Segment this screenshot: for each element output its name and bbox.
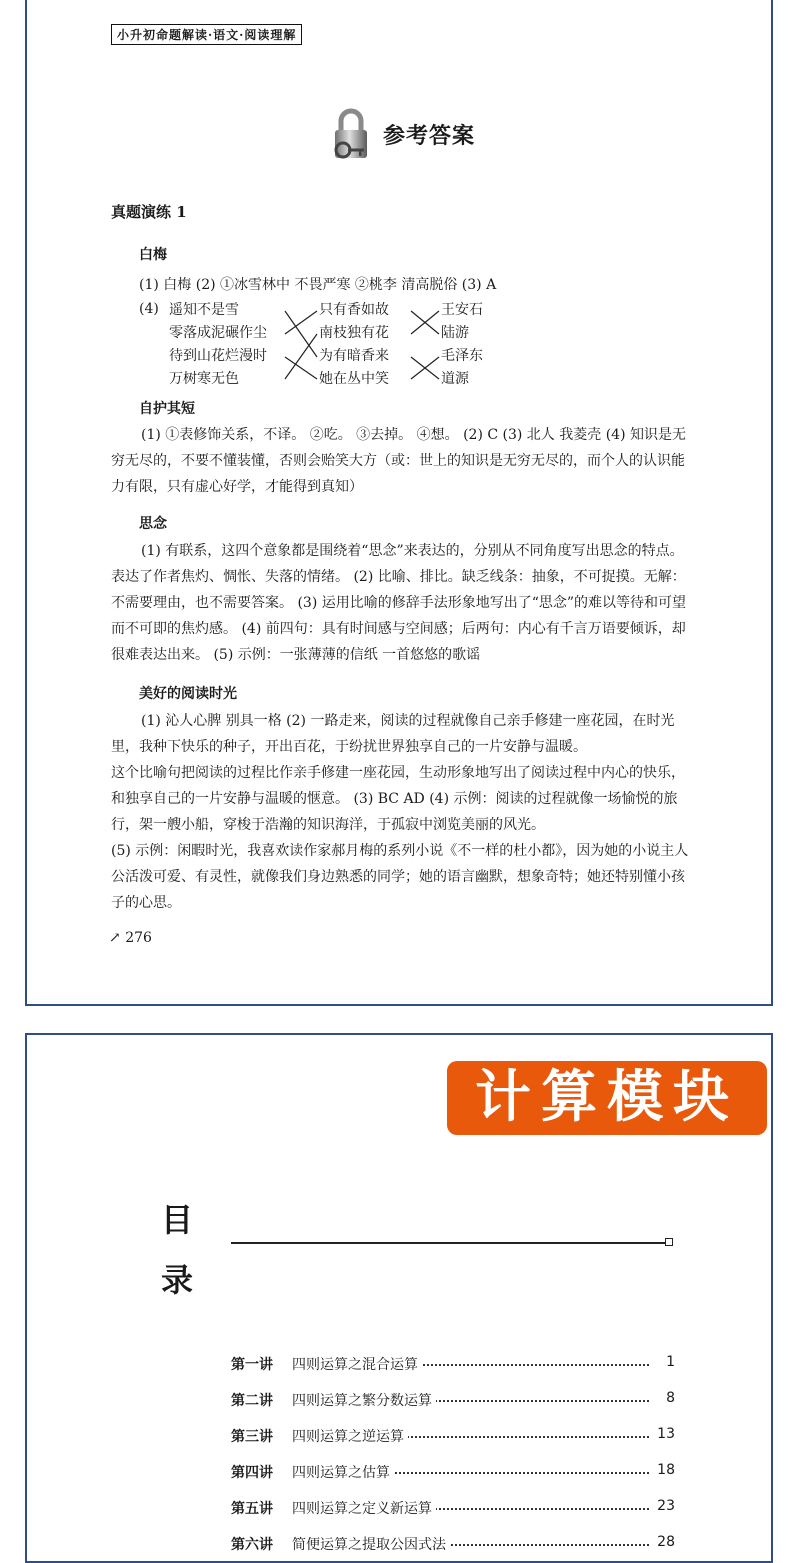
toc-entry-number: 第三讲 bbox=[231, 1426, 279, 1446]
toc-entry-page: 8 bbox=[662, 1390, 675, 1406]
toc-entry-title: 四则运算之混合运算 bbox=[292, 1354, 422, 1374]
page-number-text: 276 bbox=[125, 930, 152, 946]
toc-entry-number: 第一讲 bbox=[231, 1354, 279, 1374]
toc-entry-title: 简便运算之提取公因式法 bbox=[292, 1534, 450, 1554]
toc-entry[interactable] bbox=[231, 1390, 675, 1412]
toc-divider-end bbox=[665, 1238, 673, 1246]
toc-entry-page: 1 bbox=[662, 1354, 675, 1370]
module-banner: 计算模块 bbox=[447, 1061, 767, 1135]
toc-entry-title: 四则运算之定义新运算 bbox=[292, 1498, 436, 1518]
toc-entry-page: 28 bbox=[653, 1534, 675, 1550]
toc-entry-number: 第二讲 bbox=[231, 1390, 279, 1410]
matching-exercise bbox=[139, 299, 599, 395]
toc-entry-title: 四则运算之估算 bbox=[292, 1462, 394, 1482]
subsection-title-baimei: 白梅 bbox=[139, 247, 167, 263]
match-item: 道源 bbox=[441, 371, 469, 387]
toc-divider bbox=[231, 1242, 667, 1244]
answer-paragraph: (5) 示例：闲暇时光，我喜欢读作家郝月梅的系列小说《不一样的杜小都》，因为她的小说主人公活泼可爱、有灵性，就像我们身边熟悉的同学；她的语言幽默，想象奇特；她还特别懂小孩子的心思。 bbox=[111, 843, 689, 911]
answer-paragraph: (1) 沁人心脾 别具一格 (2) 一路走来，阅读的过程就像自己亲手修建一座花园，在时光里，我种下快乐的种子，开出百花，于纷扰世界独享自己的一片安静与温暖。 bbox=[111, 713, 675, 755]
toc-entry-number: 第五讲 bbox=[231, 1498, 279, 1518]
toc-entry[interactable] bbox=[231, 1462, 675, 1484]
running-header: 小升初命题解读·语文·阅读理解 bbox=[111, 24, 302, 45]
toc-heading: 目 bbox=[161, 1201, 194, 1239]
match-item: 陆游 bbox=[441, 325, 469, 341]
matching-lines bbox=[139, 299, 599, 395]
toc-heading: 录 bbox=[161, 1261, 194, 1299]
answer-prefix: (4) bbox=[139, 301, 159, 317]
toc-entry-page: 13 bbox=[653, 1426, 675, 1442]
section-heading-text: 真题演练 1 bbox=[111, 203, 187, 221]
contents-page bbox=[25, 1033, 773, 1563]
section-heading bbox=[111, 201, 187, 222]
answer-page bbox=[25, 0, 773, 1006]
toc-entry-title: 四则运算之繁分数运算 bbox=[292, 1390, 436, 1410]
toc-entry-page: 23 bbox=[653, 1498, 675, 1514]
toc-entry-page: 18 bbox=[653, 1462, 675, 1478]
subsection-title-yuedu: 美好的阅读时光 bbox=[139, 686, 237, 702]
subsection-title-zihu: 自护其短 bbox=[139, 401, 195, 417]
match-item: 零落成泥碾作尘 bbox=[169, 325, 267, 341]
answer-paragraph: 这个比喻句把阅读的过程比作亲手修建一座花园，生动形象地写出了阅读过程中内心的快乐，和独享自己的一片安静与温暖的惬意。 (3) BC AD (4) 示例：阅读的过程就像一场愉悦的旅行，架一艘小船，穿梭于浩瀚的知识海洋，于孤寂中浏览美丽的风光。 bbox=[111, 765, 685, 833]
answer-paragraph: (1) 有联系，这四个意象都是围绕着“思念”来表达的，分别从不同角度写出思念的特点。表达了作者焦灼、惆怅、失落的情绪。 (2) 比喻、排比。缺乏线条：抽象，不可捉摸。无解：不需要理由，也不需要答案。 (3) 运用比喻的修辞手法形象地写出了“思念”的难以等待和可望而不可即的焦灼感。 (4) 前四句：具有时间感与空间感；后两句：内心有千言万语要倾诉，却很难表达出来。 (5) 示例：一张薄薄的信纸 一首悠悠的歌谣 bbox=[111, 543, 687, 663]
match-item: 王安石 bbox=[441, 302, 483, 318]
toc-entry-title: 四则运算之逆运算 bbox=[292, 1426, 408, 1446]
toc-entry-number: 第四讲 bbox=[231, 1462, 279, 1482]
subsection-title-sinian: 思念 bbox=[139, 516, 167, 532]
toc-entry[interactable] bbox=[231, 1498, 675, 1520]
page-title: 参考答案 bbox=[383, 123, 476, 149]
match-item: 南枝独有花 bbox=[319, 325, 389, 341]
page-number bbox=[109, 930, 152, 946]
match-item: 待到山花烂漫时 bbox=[169, 348, 267, 364]
toc-entry[interactable] bbox=[231, 1354, 675, 1376]
toc-entry-number: 第六讲 bbox=[231, 1534, 279, 1554]
answer-paragraph: (1) ①表修饰关系，不译。 ②吃。 ③去掉。 ④想。 (2) C (3) 北人 我菱壳 (4) 知识是无穷无尽的，不要不懂装懂，否则会贻笑大方（或：世上的知识是无穷无尽的，而个人的认识能力有限，只有虚心好学，才能得到真知） bbox=[111, 427, 686, 495]
lock-key-icon bbox=[329, 108, 375, 162]
match-item: 万树寒无色 bbox=[169, 371, 239, 387]
toc-entry[interactable] bbox=[231, 1534, 675, 1556]
match-item: 只有香如故 bbox=[319, 302, 389, 318]
answer-line: (1) 白梅 (2) ①冰雪林中 不畏严寒 ②桃李 清高脱俗 (3) A bbox=[139, 277, 497, 293]
match-item: 遥知不是雪 bbox=[169, 302, 239, 318]
arrow-icon: ↗ bbox=[109, 930, 121, 946]
match-item: 为有暗香来 bbox=[319, 348, 389, 364]
match-item: 毛泽东 bbox=[441, 348, 483, 364]
toc-entry[interactable] bbox=[231, 1426, 675, 1448]
match-item: 她在丛中笑 bbox=[319, 371, 389, 387]
